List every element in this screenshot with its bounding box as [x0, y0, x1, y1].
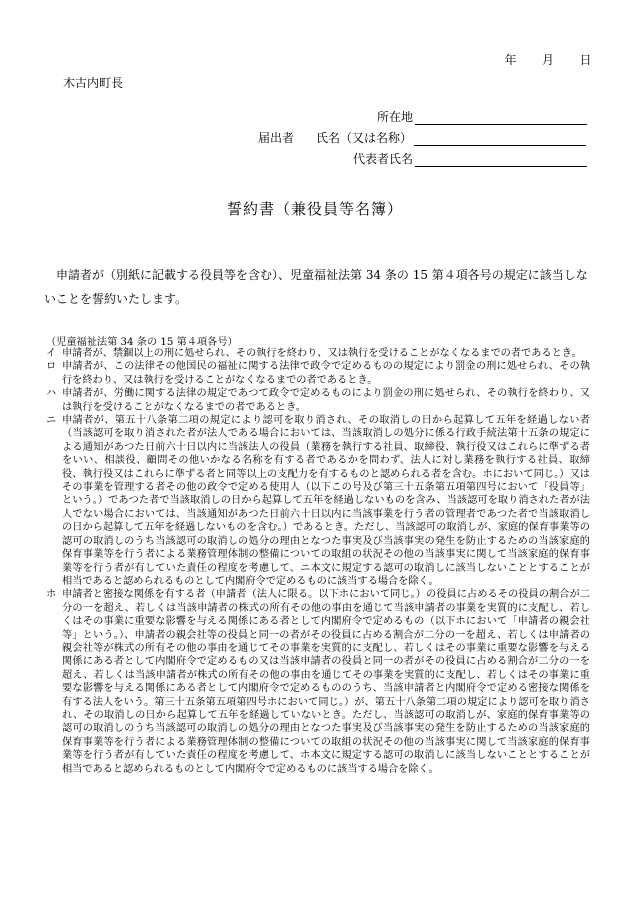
representative-field	[353, 150, 587, 167]
item-mark: ハ	[46, 388, 57, 400]
representative-label: 代表者氏名	[353, 152, 414, 166]
provision-item-ho	[46, 588, 590, 776]
item-text: 申請者が、第五十八条第二項の規定により認可を取り消され、その取消しの日から起算して五年を経過しない者（当該認可を取り消された者が法人である場合においては、当該取消しの処分に係る行政手続法第十五条の規定による通知があつた日前六十日以内に当該法人の役員（業務を執行する社員、取締役、執行役又はこれらに準ずる者をいい、相談役、顧問その他いかなる名称を有する者であるかを問わず、法人に対し業務を執行する社員、取締役、執行役又はこれらに準ずる者と同等以上の支配力を有するものと認められる者を含む。ホにおいて同じ。）又はその事業を管理する者その他の政令で定める使用人（以下この号及び第三十五条第五項第四号において「役員等」という。）であつた者で当該取消しの日から起算して五年を経過しないものを含み、当該認可を取り消された者が法人でない場合においては、当該通知があつた日前六十日以内に当該事業を行う者の管理者であつた者で当該取消しの日から起算して五年を経過しないものを含む。）であるとき。ただし、当該認可の取消しが、家庭的保育事業等の認可の取消しのうち当該認可の取消しの処分の理由となつた事実及び当該事実の発生を防止するための当該家庭的保育事業等を行う者による業務管理体制の整備についての取組の状況その他の当該事実に関して当該家庭的保育事業等を行う者が有していた責任の程度を考慮して、ニ本文に規定する認可の取消しに該当しないこととすることが相当であると認められるものとして内閣府令で定めるものに該当する場合を除く。	[62, 415, 590, 587]
provision-list	[46, 347, 590, 776]
address-field	[377, 108, 587, 125]
applicant-label: 届出者	[258, 131, 295, 145]
provision-item-ni	[46, 414, 590, 588]
address-label: 所在地	[377, 110, 414, 124]
provision-item-ha	[46, 387, 590, 414]
item-mark: イ	[46, 348, 57, 359]
provision-item-i	[46, 347, 590, 360]
name-blank[interactable]	[414, 133, 586, 146]
pledge-paragraph: 申請者が（別紙に記載する役員等を含む）、児童福祉法第 34 条の 15 第４項各号の規定に該当しないことを誓約いたします。	[44, 268, 588, 306]
address-blank[interactable]	[415, 112, 587, 125]
item-mark: ホ	[46, 589, 57, 601]
item-mark: ロ	[46, 361, 57, 373]
name-label: 氏名（又は名称）	[316, 131, 413, 145]
item-text: 申請者が、この法律その他国民の福祉に関する法律で政令で定めるものの規定により罰金の刑に処せられ、その執行を終わり、又は執行を受けることがなくなるまでの者であるとき。	[62, 361, 590, 386]
document-title: 誓約書（兼役員等名簿）	[226, 200, 403, 218]
representative-blank[interactable]	[415, 154, 587, 167]
provision-item-ro	[46, 360, 590, 387]
addressee: 木古内町長	[63, 76, 124, 90]
item-mark: ニ	[46, 415, 57, 427]
item-text: 申請者が、禁錮以上の刑に処せられ、その執行を終わり、又は執行を受けることがなくなるまでの者であるとき。	[62, 348, 582, 359]
item-text: 申請者が、労働に関する法律の規定であつて政令で定めるものにより罰金の刑に処せられ、その執行を終わり、又は執行を受けることがなくなるまでの者であるとき。	[62, 388, 590, 413]
reference-heading: （児童福祉法第 34 条の 15 第４項各号）	[46, 337, 238, 348]
name-field	[258, 129, 586, 146]
item-text: 申請者と密接な関係を有する者（申請者（法人に限る。以下ホにおいて同じ。）の役員に占めるその役員の割合が二分の一を超え、若しくは当該申請者の株式の所有その他の事由を通じて当該申請者の事業を実質的に支配し、若しくはその事業に重要な影響を与える関係にある者として内閣府令で定めるもの（以下ホにおいて「申請者の親会社等」という。）、申請者の親会社等の役員と同一の者がその役員に占める割合が二分の一を超え、若しくは申請者の親会社等が株式の所有その他の事由を通じてその事業を実質的に支配し、若しくはその事業に重要な影響を与える関係にある者として内閣府令で定めるもの又は当該申請者の役員と同一の者がその役員に占める割合が二分の一を超え、若しくは当該申請者が株式の所有その他の事由を通じてその事業を実質的に支配し、若しくはその事業に重要な影響を与える関係にある者として内閣府令で定めるもののうち、当該申請者と内閣府令で定める密接な関係を有する法人をいう。第三十五条第五項第四号ホにおいて同じ。）が、第五十八条第二項の規定により認可を取り消され、その取消しの日から起算して五年を経過していないとき。ただし、当該認可の取消しが、家庭的保育事業等の認可の取消しのうち当該認可の取消しの処分の理由となつた事実及び当該事実の発生を防止するための当該家庭的保育事業等を行う者による業務管理体制の整備についての取組の状況その他の当該事実に関して当該家庭的保育事業等を行う者が有していた責任の程度を考慮して、ホ本文に規定する認可の取消しに該当しないこととすることが相当であると認められるものとして内閣府令で定めるものに該当する場合を除く。	[62, 589, 590, 775]
date-line: 年 月 日	[504, 53, 592, 67]
